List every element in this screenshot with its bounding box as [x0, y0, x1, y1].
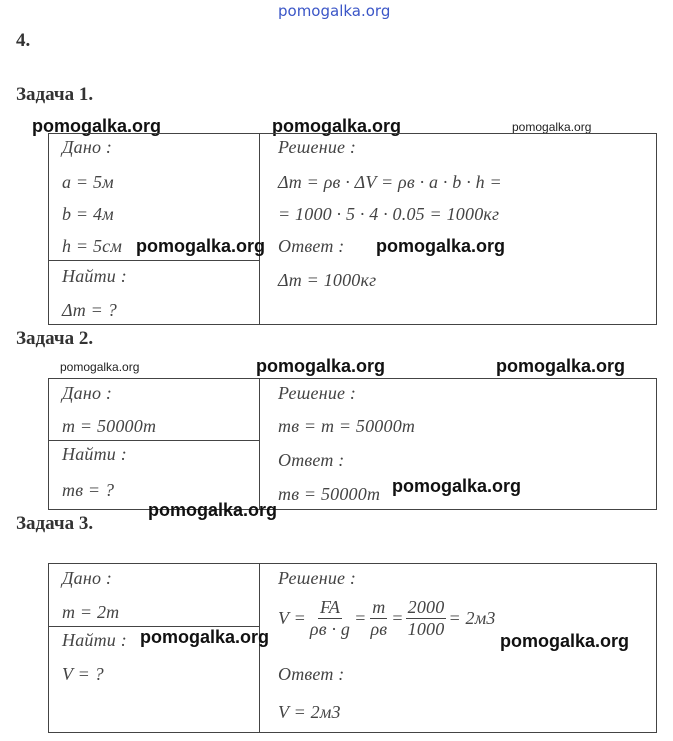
given-line: a = 5м	[62, 172, 114, 192]
watermark: pomogalka.org	[32, 116, 162, 136]
given-label: Дано :	[62, 383, 113, 403]
watermark: pomogalka.org	[272, 116, 402, 136]
find-value: mв = ?	[62, 480, 115, 500]
solution-label: Решение :	[278, 137, 357, 157]
answer-label: Ответ :	[278, 450, 345, 470]
task-2-title: Задача 2.	[16, 328, 94, 349]
find-label: Найти :	[62, 266, 127, 286]
task-3-title: Задача 3.	[16, 513, 94, 534]
fraction-mass: $\frac{m}{\rho в}$	[370, 597, 388, 639]
find-value: V = ?	[62, 664, 104, 684]
watermark: pomogalka.org	[148, 500, 278, 520]
watermark: pomogalka.org	[500, 631, 630, 651]
watermark: pomogalka.org	[496, 356, 626, 376]
solution-line: = 1000 · 5 · 4 · 0.05 = 1000кг	[278, 204, 500, 224]
given-line: b = 4м	[62, 204, 114, 224]
answer-value: Δm = 1000кг	[278, 270, 377, 290]
task-1-table	[48, 133, 657, 325]
given-line: h = 5см	[62, 236, 123, 256]
given-line: m = 2т	[62, 602, 120, 622]
solution-label: Решение :	[278, 568, 357, 588]
formula-lhs: V =	[278, 607, 306, 628]
find-value: Δm = ?	[62, 300, 117, 320]
answer-label: Ответ :	[278, 664, 345, 684]
fraction-numeric: $\frac{2000}{1000}$	[407, 597, 445, 639]
watermark: pomogalka.org	[256, 356, 386, 376]
watermark: pomogalka.org	[136, 236, 266, 256]
solution-label: Решение :	[278, 383, 357, 403]
answer-value: V = 2м3	[278, 702, 341, 722]
solution-formula: V = $\frac{FA}{\rho в \cdot g}$ = $\frac{m}{\rho в}$ = $\frac{2000}{1000}$ = 2м3	[278, 597, 496, 639]
task-1-title: Задача 1.	[16, 84, 94, 105]
site-header-link[interactable]: pomogalka.org	[278, 2, 391, 20]
section-number: 4.	[16, 30, 31, 51]
watermark: pomogalka.org	[60, 360, 140, 374]
watermark: pomogalka.org	[376, 236, 506, 256]
formula-result: = 2м3	[448, 607, 496, 628]
solution-line: mв = m = 50000т	[278, 416, 416, 436]
answer-label: Ответ :	[278, 236, 345, 256]
given-label: Дано :	[62, 568, 113, 588]
given-line: m = 50000т	[62, 416, 157, 436]
find-label: Найти :	[62, 444, 127, 464]
watermark: pomogalka.org	[140, 627, 270, 647]
find-label: Найти :	[62, 630, 127, 650]
answer-value: mв = 50000т	[278, 484, 381, 504]
given-label: Дано :	[62, 137, 113, 157]
watermark: pomogalka.org	[512, 120, 592, 134]
watermark: pomogalka.org	[392, 476, 522, 496]
fraction-force: $\frac{FA}{\rho в \cdot g}$	[309, 597, 351, 639]
solution-line: Δm = ρв · ΔV = ρв · a · b · h =	[278, 172, 502, 192]
